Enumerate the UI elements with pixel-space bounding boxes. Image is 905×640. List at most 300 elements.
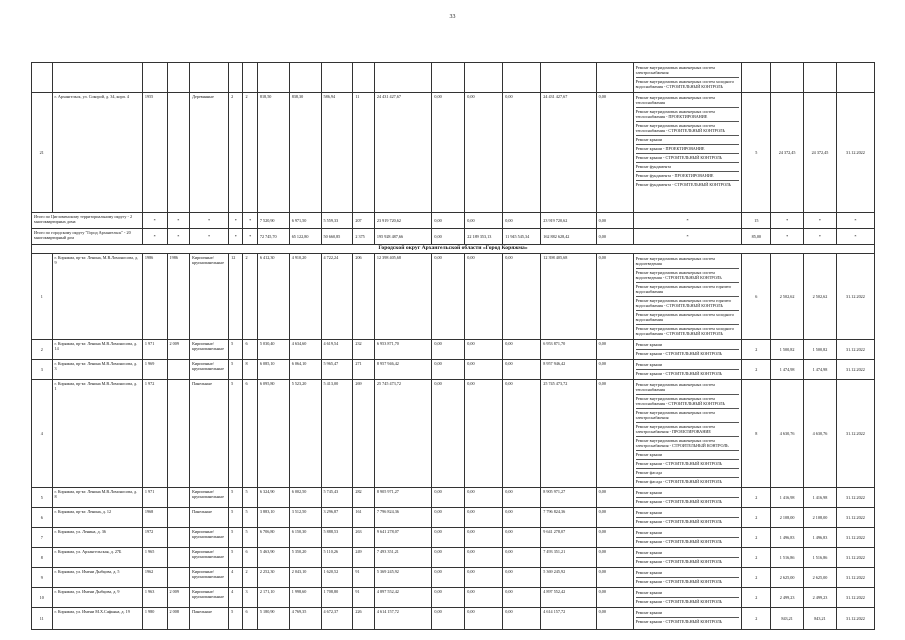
- entrances: 5: [243, 508, 257, 528]
- fund-other: 0,00: [596, 93, 633, 213]
- unit-count: 8: [742, 380, 771, 488]
- work-cell: [633, 63, 742, 93]
- work-cell: [633, 528, 742, 548]
- table-body: [32, 63, 875, 630]
- table-row: [32, 548, 875, 568]
- year-commissioned: 2 009: [167, 340, 190, 360]
- work-cell: [633, 380, 742, 488]
- address: г. Коряжма, пр-кт. Ленина М.В.Ломоносова, д. 14: [52, 340, 142, 360]
- fund-owners: 4 614 157,72: [541, 608, 596, 630]
- residents: 11: [353, 93, 375, 213]
- work-item: Ремонт внутридомовых инженерных систем электроснабжения - СТРОИТЕЛЬНЫЙ КОНТРОЛЬ: [636, 437, 740, 451]
- residents: 161: [353, 508, 375, 528]
- row-number: 8: [32, 548, 53, 568]
- wall-material: Кирпичные/крупнопанельные: [190, 360, 229, 380]
- unit-cost: 843,21: [771, 608, 804, 630]
- area-living: 4 672,37: [321, 608, 353, 630]
- residents: 206: [353, 254, 375, 340]
- fund-subject: 0,00: [465, 608, 503, 630]
- fund-other: 0,00: [596, 528, 633, 548]
- table-row: [32, 588, 875, 608]
- residents: 271: [353, 360, 375, 380]
- address: г. Коряжма, ул. Ленина, д. 36: [52, 528, 142, 548]
- fund-fund: 0,00: [432, 360, 465, 380]
- deadline: 31.12.2022: [836, 340, 874, 360]
- work-item: Ремонт крыши - СТРОИТЕЛЬНЫЙ КОНТРОЛЬ: [636, 154, 740, 163]
- deadline: 31.12.2022: [836, 528, 874, 548]
- deadline: 31.12.2022: [836, 548, 874, 568]
- area-premises: 838,30: [289, 93, 321, 213]
- year-commissioned: [167, 93, 190, 213]
- wall-material: Кирпичные/крупнопанельные: [190, 340, 229, 360]
- fund-owners: 8 957 946,42: [541, 360, 596, 380]
- row-number: 1: [32, 254, 53, 340]
- cost-total: 25 745 473,72: [374, 380, 432, 488]
- work-item: Ремонт крыши: [636, 609, 740, 618]
- fund-subject: 0,00: [465, 360, 503, 380]
- work-item: Ремонт крыши: [636, 451, 740, 460]
- fund-fund: 0,00: [432, 380, 465, 488]
- work-item: Ремонт фундамента - СТРОИТЕЛЬНЫЙ КОНТРОЛЬ: [635, 182, 732, 187]
- table-row: [32, 608, 875, 630]
- fund-other: 0,00: [596, 548, 633, 568]
- work-item: Ремонт внутридомовых инженерных систем теплоснабжения - СТРОИТЕЛЬНЫЙ КОНТРОЛЬ: [636, 395, 740, 409]
- fund-owners: 8 905 971,27: [541, 488, 596, 508]
- fund-subject: 0,00: [465, 588, 503, 608]
- fund-subject: 0,00: [465, 528, 503, 548]
- area-premises: 4 634,60: [289, 340, 321, 360]
- floors: 12: [229, 254, 243, 340]
- wall-material: Панельные: [190, 380, 229, 488]
- address: г. Коряжма, пр-кт. Ленина, д. 12: [52, 508, 142, 528]
- work-item: Ремонт крыши: [636, 361, 740, 370]
- work-cell: [633, 488, 742, 508]
- area-living: 5 745,43: [321, 488, 353, 508]
- work-item: Ремонт крыши: [636, 569, 740, 578]
- residents: 282: [353, 488, 375, 508]
- floors: 5: [229, 380, 243, 488]
- fund-fund: 0,00: [432, 608, 465, 630]
- area-premises: 5 350,20: [289, 548, 321, 568]
- cost-total: 6 953 871,70: [374, 340, 432, 360]
- fund-other: 0,00: [596, 254, 633, 340]
- year-commissioned: [167, 488, 190, 508]
- entrances: 2: [243, 93, 257, 213]
- work-item: Ремонт внутридомовых инженерных систем электроснабжения: [636, 64, 740, 78]
- total-area: 2 252,30: [257, 568, 289, 588]
- fund-subject: 0,00: [465, 548, 503, 568]
- fund-fund: 0,00: [432, 508, 465, 528]
- cost-total: 7 493 351,21: [374, 548, 432, 568]
- address: г. Коряжма, пр-кт. Ленина М.В.Ломоносова, д. 1: [52, 380, 142, 488]
- fund-fund: 0,00: [432, 548, 465, 568]
- wall-material: Кирпичные/крупнопанельные: [190, 568, 229, 588]
- work-item: Ремонт внутридомовых инженерных систем холодного водоснабжения - СТРОИТЕЛЬНЫЙ КОНТРОЛЬ: [635, 79, 735, 89]
- fund-subject: 0,00: [465, 568, 503, 588]
- year-built: 1986: [142, 254, 167, 340]
- entrances: 3: [243, 588, 257, 608]
- residents: 263: [353, 528, 375, 548]
- unit-cost: 2 499,23: [771, 588, 804, 608]
- work-item: Ремонт внутридомовых инженерных систем электроснабжения - ПРОЕКТИРОВАНИЕ: [636, 423, 740, 437]
- work-item: Ремонт крыши - СТРОИТЕЛЬНЫЙ КОНТРОЛЬ: [635, 519, 723, 524]
- entrances: 6: [243, 340, 257, 360]
- work-item: Ремонт внутридомовых инженерных систем теплоснабжения - ПРОЕКТИРОВАНИЕ: [636, 108, 740, 122]
- total-area: 5 030,40: [257, 340, 289, 360]
- fund-local: 0,00: [503, 588, 541, 608]
- work-cell: [633, 568, 742, 588]
- year-built: 1 971: [142, 340, 167, 360]
- work-item: Ремонт крыши: [636, 489, 740, 498]
- fund-other: 0,00: [596, 508, 633, 528]
- address: г. Коряжма, ул. Имени М.Х.Сафьяна, д. 19: [52, 608, 142, 630]
- total-area: 5 180,90: [257, 608, 289, 630]
- work-cell: [633, 508, 742, 528]
- fund-owners: 6 953 871,70: [541, 340, 596, 360]
- deadline: 31.12.2022: [836, 488, 874, 508]
- cost-total: 4 897 552,42: [374, 588, 432, 608]
- deadline: 31.12.2022: [836, 568, 874, 588]
- area-living: 1 708,80: [321, 588, 353, 608]
- work-item: Ремонт внутридомовых инженерных систем холодного водоснабжения: [636, 311, 740, 325]
- year-commissioned: [167, 360, 190, 380]
- work-item: Ремонт крыши - СТРОИТЕЛЬНЫЙ КОНТРОЛЬ: [635, 559, 723, 564]
- fund-fund: 0,00: [432, 340, 465, 360]
- entrances: 6: [243, 380, 257, 488]
- total-area: 6 324,90: [257, 488, 289, 508]
- row-number: 11: [32, 608, 53, 630]
- unit-cost: 1 416,98: [771, 488, 804, 508]
- max-cost: 1 516,86: [804, 548, 837, 568]
- fund-local: 0,00: [503, 568, 541, 588]
- address: г. Архангельск, ул. Сокорой, д. 34, корп. 4: [52, 93, 142, 213]
- unit-cost: 2 625,00: [771, 568, 804, 588]
- residents: 91: [353, 588, 375, 608]
- table-row: [32, 360, 875, 380]
- area-premises: 6 064,10: [289, 360, 321, 380]
- wall-material: Кирпичные/крупнопанельные: [190, 528, 229, 548]
- area-living: 5 965,47: [321, 360, 353, 380]
- fund-owners: 24 431 427,67: [541, 93, 596, 213]
- fund-owners: 25 745 473,72: [541, 380, 596, 488]
- fund-subject: 0,00: [465, 93, 503, 213]
- work-item: Ремонт крыши: [636, 136, 740, 145]
- fund-local: 0,00: [503, 608, 541, 630]
- address: г. Коряжма, ул. Архангельская, д. 27Б: [52, 548, 142, 568]
- work-item: Ремонт внутридомовых инженерных систем электроснабжения: [636, 409, 740, 423]
- unit-count: 2: [742, 508, 771, 528]
- work-cell: [633, 360, 742, 380]
- floors: 5: [229, 360, 243, 380]
- work-item: Ремонт крыши: [636, 341, 740, 350]
- max-cost: 2 499,23: [804, 588, 837, 608]
- deadline: 31.12.2022: [836, 508, 874, 528]
- area-living: 5 413,00: [321, 380, 353, 488]
- work-item: Ремонт крыши - ПРОЕКТИРОВАНИЕ: [636, 145, 740, 154]
- deadline: 31.12.2022: [836, 608, 874, 630]
- wall-material: Кирпичные/крупнопанельные: [190, 548, 229, 568]
- floors: 4: [229, 588, 243, 608]
- fund-other: 0,00: [596, 568, 633, 588]
- fund-fund: 0,00: [432, 254, 465, 340]
- deadline: 31.12.2022: [836, 360, 874, 380]
- unit-count: 2: [742, 588, 771, 608]
- max-cost: 2 108,00: [804, 508, 837, 528]
- fund-subject: 0,00: [465, 508, 503, 528]
- fund-fund: 0,00: [432, 93, 465, 213]
- unit-count: 2: [742, 528, 771, 548]
- cost-total: 12 398 405,68: [374, 254, 432, 340]
- unit-count: 6: [742, 254, 771, 340]
- fund-local: 0,00: [503, 93, 541, 213]
- total-area: 6 706,80: [257, 528, 289, 548]
- unit-count: 2: [742, 340, 771, 360]
- wall-material: Панельные: [190, 608, 229, 630]
- area-premises: 4 910,20: [289, 254, 321, 340]
- area-premises: 5 523,20: [289, 380, 321, 488]
- row-number: 3: [32, 360, 53, 380]
- fund-other: 0,00: [596, 360, 633, 380]
- wall-material: Панельные: [190, 508, 229, 528]
- max-cost: 2 502,62: [804, 254, 837, 340]
- unit-cost: 4 630,76: [771, 380, 804, 488]
- work-item: Ремонт крыши - СТРОИТЕЛЬНЫЙ КОНТРОЛЬ: [635, 351, 723, 356]
- max-cost: 1 496,83: [804, 528, 837, 548]
- work-item: Ремонт крыши - СТРОИТЕЛЬНЫЙ КОНТРОЛЬ: [636, 460, 740, 469]
- year-built: 1 965: [142, 548, 167, 568]
- entrances: 6: [243, 548, 257, 568]
- row-number: 21: [32, 93, 53, 213]
- max-cost: 843,21: [804, 608, 837, 630]
- max-cost: 4 630,76: [804, 380, 837, 488]
- residents: 91: [353, 568, 375, 588]
- unit-cost: 1 496,83: [771, 528, 804, 548]
- row-number: [32, 63, 53, 93]
- wall-material: Деревянные: [190, 93, 229, 213]
- total-area: 2 171,10: [257, 588, 289, 608]
- cost-total: 8 905 971,27: [374, 488, 432, 508]
- work-item: Ремонт крыши - СТРОИТЕЛЬНЫЙ КОНТРОЛЬ: [635, 579, 723, 584]
- deadline: 31.12.2022: [836, 588, 874, 608]
- work-item: Ремонт внутридомовых инженерных систем теплоснабжения - СТРОИТЕЛЬНЫЙ КОНТРОЛЬ: [636, 122, 740, 136]
- entrances: 2: [243, 568, 257, 588]
- address: г. Коряжма, ул. Имени Дыбцова, д. 5: [52, 568, 142, 588]
- work-cell: [633, 548, 742, 568]
- row-number: 2: [32, 340, 53, 360]
- unit-cost: 1 474,98: [771, 360, 804, 380]
- area-living: 1 620,52: [321, 568, 353, 588]
- entrances: 5: [243, 488, 257, 508]
- fund-other: 0,00: [596, 608, 633, 630]
- deadline: 31.12.2022: [836, 380, 874, 488]
- table-row: [32, 508, 875, 528]
- max-cost: 24 372,45: [804, 93, 837, 213]
- total-area: 3 883,10: [257, 508, 289, 528]
- fund-owners: 5 369 245,92: [541, 568, 596, 588]
- floors: 5: [229, 608, 243, 630]
- total-area: 6 085,10: [257, 360, 289, 380]
- work-item: Ремонт фасада: [636, 469, 740, 478]
- work-cell: [633, 340, 742, 360]
- area-living: 4 722,24: [321, 254, 353, 340]
- row-number: 10: [32, 588, 53, 608]
- deadline: 31.12.2022: [836, 254, 874, 340]
- unit-count: 5: [742, 93, 771, 213]
- residents: 269: [353, 380, 375, 488]
- area-living: 5 110,26: [321, 548, 353, 568]
- table-row: [32, 528, 875, 548]
- wall-material: Кирпичные/крупнопанельные: [190, 588, 229, 608]
- residents: 249: [353, 548, 375, 568]
- fund-owners: 7 493 351,21: [541, 548, 596, 568]
- table-row: [32, 380, 875, 488]
- work-item: Ремонт крыши: [636, 509, 740, 518]
- page-number: 33: [449, 14, 456, 20]
- fund-fund: 0,00: [432, 528, 465, 548]
- year-commissioned: [167, 508, 190, 528]
- unit-cost: 2 502,62: [771, 254, 804, 340]
- deadline: 31.12.2022: [836, 93, 874, 213]
- fund-local: 0,00: [503, 528, 541, 548]
- unit-cost: 24 372,45: [771, 93, 804, 213]
- table-row: [32, 254, 875, 340]
- row-number: 7: [32, 528, 53, 548]
- row-number: 9: [32, 568, 53, 588]
- table-row: [32, 488, 875, 508]
- total-area: 5 463,90: [257, 548, 289, 568]
- unit-count: 2: [742, 488, 771, 508]
- fund-local: 0,00: [503, 548, 541, 568]
- row-number: 5: [32, 488, 53, 508]
- wall-material: Кирпичные/крупнопанельные: [190, 488, 229, 508]
- area-premises: 3 512,50: [289, 508, 321, 528]
- year-built: 1 969: [142, 360, 167, 380]
- work-cell: [633, 254, 742, 340]
- unit-count: 2: [742, 360, 771, 380]
- cost-total: 24 431 427,67: [374, 93, 432, 213]
- address: г. Коряжма, ул. Имени Дыбцова, д. 9: [52, 588, 142, 608]
- year-built: 1968: [142, 508, 167, 528]
- unit-count: 2: [742, 608, 771, 630]
- area-premises: 4 769,35: [289, 608, 321, 630]
- fund-other: 0,00: [596, 340, 633, 360]
- year-built: 1 963: [142, 588, 167, 608]
- work-item: Ремонт внутридомовых инженерных систем горячего водоснабжения - СТРОИТЕЛЬНЫЙ КОНТРОЛЬ: [636, 297, 740, 311]
- work-item: Ремонт внутридомовых инженерных систем водоотведения - СТРОИТЕЛЬНЫЙ КОНТРОЛЬ: [636, 269, 740, 283]
- fund-other: 0,00: [596, 588, 633, 608]
- fund-owners: 9 641 278,07: [541, 528, 596, 548]
- cost-total: 9 641 278,07: [374, 528, 432, 548]
- area-living: 5 888,53: [321, 528, 353, 548]
- fund-local: 0,00: [503, 380, 541, 488]
- max-cost: 2 625,00: [804, 568, 837, 588]
- cost-total: 7 796 824,36: [374, 508, 432, 528]
- table-row: [32, 568, 875, 588]
- work-item: Ремонт крыши - СТРОИТЕЛЬНЫЙ КОНТРОЛЬ: [635, 619, 723, 624]
- work-cell: [633, 608, 742, 630]
- cost-total: 8 957 946,42: [374, 360, 432, 380]
- area-premises: 6 150,30: [289, 528, 321, 548]
- fund-subject: 0,00: [465, 254, 503, 340]
- total-area: 6 095,80: [257, 380, 289, 488]
- work-cell: [633, 93, 742, 213]
- total-area: 6 412,30: [257, 254, 289, 340]
- work-item: Ремонт крыши: [636, 589, 740, 598]
- work-cell: [633, 588, 742, 608]
- work-item: Ремонт крыши - СТРОИТЕЛЬНЫЙ КОНТРОЛЬ: [635, 539, 723, 544]
- work-item: Ремонт фундамента - ПРОЕКТИРОВАНИЕ: [636, 172, 740, 181]
- unit-count: 2: [742, 568, 771, 588]
- fund-local: 0,00: [503, 360, 541, 380]
- year-commissioned: [167, 528, 190, 548]
- fund-local: 0,00: [503, 340, 541, 360]
- row-number: 6: [32, 508, 53, 528]
- unit-cost: 1 516,86: [771, 548, 804, 568]
- unit-count: 2: [742, 548, 771, 568]
- year-built: 1972: [142, 528, 167, 548]
- work-item: Ремонт крыши: [636, 549, 740, 558]
- entrances: 5: [243, 528, 257, 548]
- address: г. Коряжма, пр-кт. Ленина М.В.Ломоносова, д. 3: [52, 360, 142, 380]
- fund-other: 0,00: [596, 380, 633, 488]
- year-commissioned: 2 008: [167, 608, 190, 630]
- year-built: 1955: [142, 93, 167, 213]
- area-living: 586,94: [321, 93, 353, 213]
- fund-subject: 0,00: [465, 340, 503, 360]
- floors: 5: [229, 528, 243, 548]
- unit-cost: 2 108,00: [771, 508, 804, 528]
- cost-total: 4 614 157,72: [374, 608, 432, 630]
- fund-local: 0,00: [503, 488, 541, 508]
- fund-owners: 12 398 405,68: [541, 254, 596, 340]
- unit-cost: 1 500,82: [771, 340, 804, 360]
- work-item: Ремонт внутридомовых инженерных систем горячего водоснабжения: [636, 283, 740, 297]
- work-item: Ремонт внутридомовых инженерных систем теплоснабжения: [636, 94, 740, 108]
- floors: 2: [229, 93, 243, 213]
- subtotal-label: Итого по Цигломенскому территориальному округу - 2 многоквартирных дома: [32, 213, 143, 229]
- work-item: Ремонт крыши - СТРОИТЕЛЬНЫЙ КОНТРОЛЬ: [635, 599, 723, 604]
- max-cost: 1 474,98: [804, 360, 837, 380]
- fund-owners: 4 897 552,42: [541, 588, 596, 608]
- year-commissioned: [167, 380, 190, 488]
- year-built: 1 971: [142, 488, 167, 508]
- fund-fund: 0,00: [432, 588, 465, 608]
- year-commissioned: 2 009: [167, 588, 190, 608]
- fund-subject: 0,00: [465, 380, 503, 488]
- subtotal-label: Итого по городскому округу "Город Архангельск" - 20 многоквартирный дом: [32, 229, 143, 245]
- year-built: 1 972: [142, 380, 167, 488]
- year-built: 1962: [142, 568, 167, 588]
- fund-local: 0,00: [503, 254, 541, 340]
- work-item: Ремонт крыши: [636, 529, 740, 538]
- floors: 5: [229, 488, 243, 508]
- max-cost: 1 500,82: [804, 340, 837, 360]
- entrances: 2: [243, 254, 257, 340]
- address: г. Коряжма, пр-кт. Ленина, М.В.Ломоносова, д. 9: [52, 254, 142, 340]
- subtotal-row-city: Итого по городскому округу "Город Архангельск" - 20 многоквартирный дом * * * * * 72 745,70 65 122,80 50 660,85 2 375 195 928 487,66 0,00 22 189 353,13 11 945 545,34 162 882 628,42 0,00 * 85,00 * * *: [32, 229, 875, 245]
- work-item: Ремонт крыши - СТРОИТЕЛЬНЫЙ КОНТРОЛЬ: [635, 499, 723, 504]
- floors: 4: [229, 568, 243, 588]
- year-commissioned: [167, 568, 190, 588]
- capital-repair-table: [31, 62, 875, 630]
- table-row: [32, 340, 875, 360]
- row-number: 4: [32, 380, 53, 488]
- wall-material: Кирпичные/крупнопанельные: [190, 254, 229, 340]
- entrances: 8: [243, 360, 257, 380]
- table-row: [32, 93, 875, 213]
- area-living: 4 619,54: [321, 340, 353, 360]
- work-item: Ремонт крыши - СТРОИТЕЛЬНЫЙ КОНТРОЛЬ: [635, 371, 723, 376]
